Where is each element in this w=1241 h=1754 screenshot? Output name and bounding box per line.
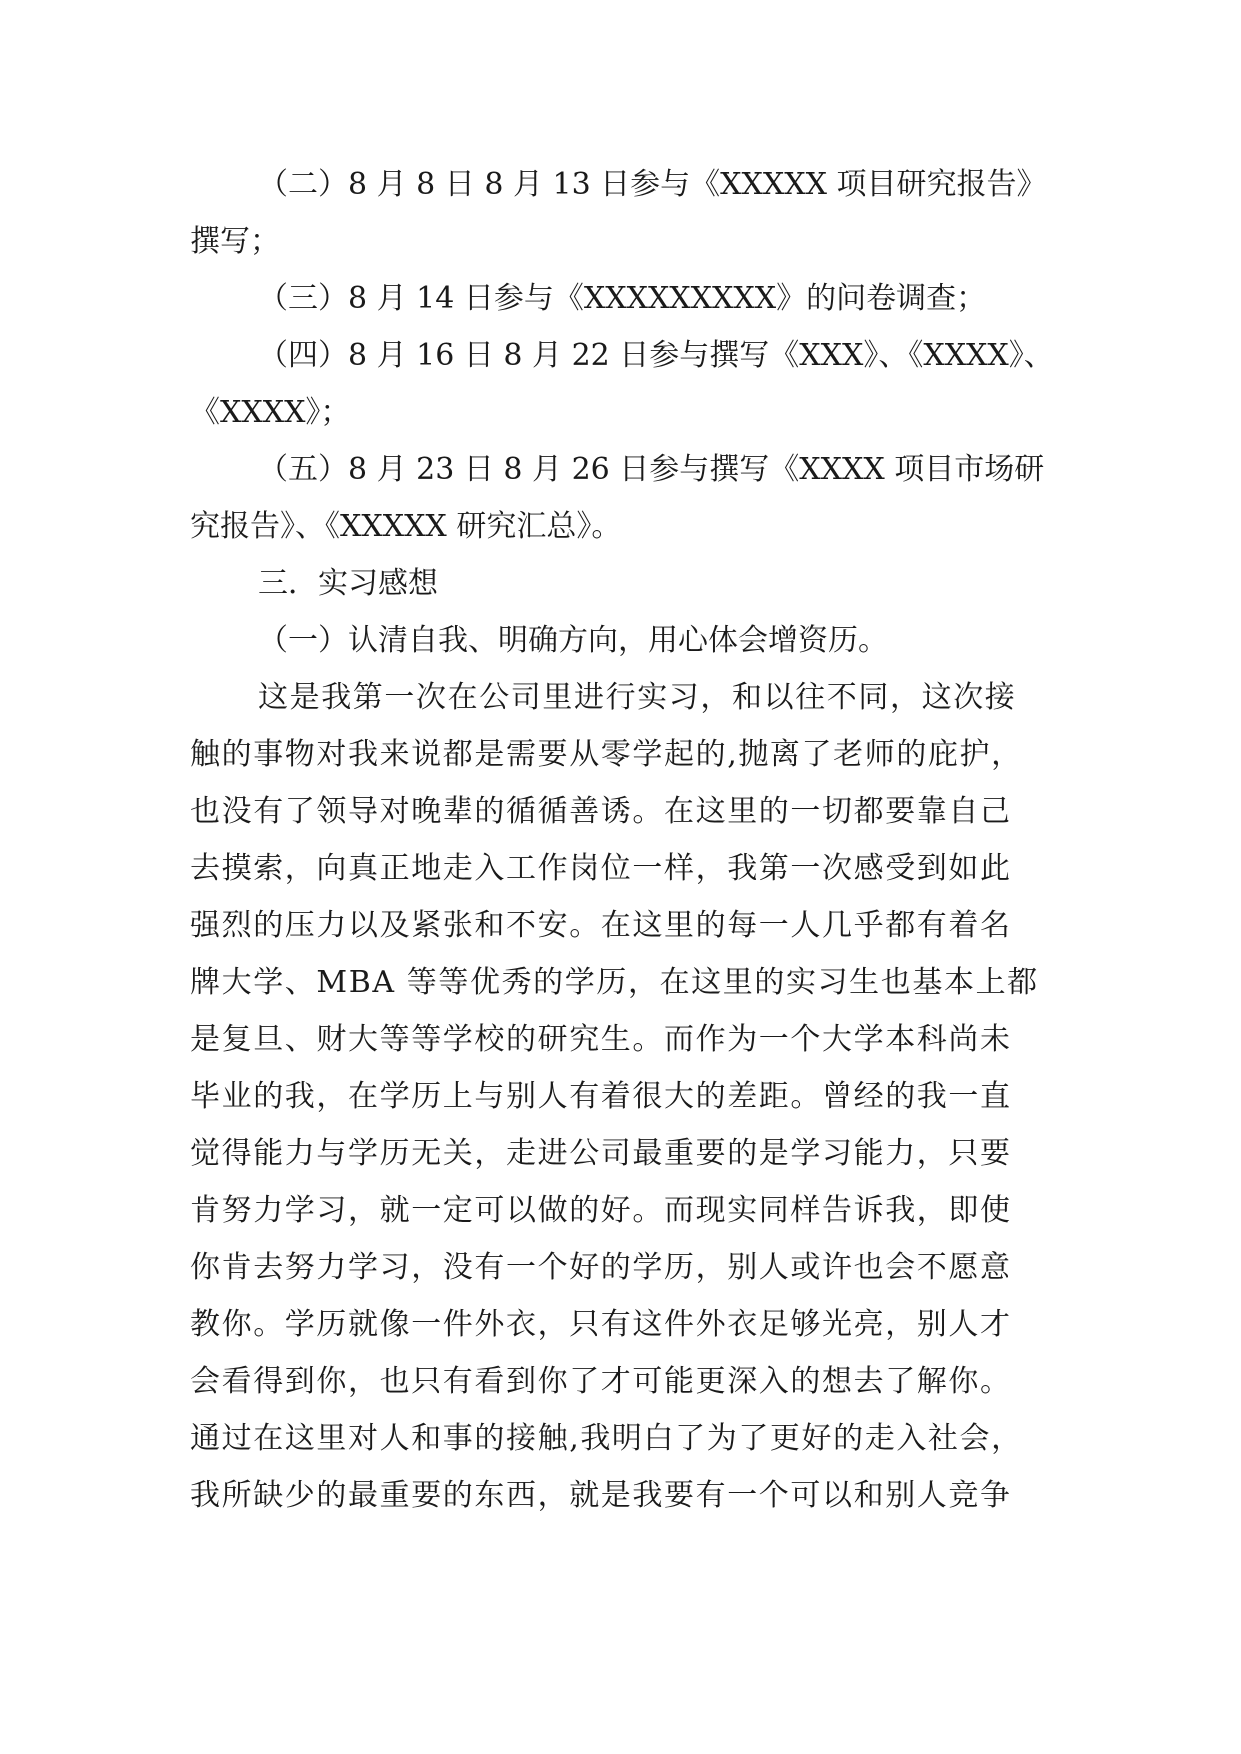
paragraph-line: 这是我第一次在公司里进行实习，和以往不同，这次接	[258, 680, 1017, 715]
paragraph-line: 你肯去努力学习，没有一个好的学历，别人或许也会不愿意	[190, 1250, 1012, 1285]
list-item-2: （二）8 月 8 日 8 月 13 日参与《XXXXX 项目研究报告》	[258, 167, 1047, 202]
paragraph-line: 是复旦、财大等等学校的研究生。而作为一个大学本科尚未	[190, 1022, 1012, 1057]
paragraph-line: 我所缺少的最重要的东西，就是我要有一个可以和别人竞争	[190, 1478, 1012, 1513]
paragraph-line: 强烈的压力以及紧张和不安。在这里的每一人几乎都有着名	[190, 908, 1012, 943]
paragraph-line: 会看得到你，也只有看到你了才可能更深入的想去了解你。	[190, 1364, 1012, 1399]
paragraph-line: 也没有了领导对晚辈的循循善诱。在这里的一切都要靠自己	[190, 794, 1012, 829]
paragraph-line: 触的事物对我来说都是需要从零学起的,抛离了老师的庇护，	[190, 737, 1023, 772]
paragraph-line: 毕业的我，在学历上与别人有着很大的差距。曾经的我一直	[190, 1079, 1012, 1114]
paragraph-line: 觉得能力与学历无关，走进公司最重要的是学习能力，只要	[190, 1136, 1012, 1171]
list-item-3: （三）8 月 14 日参与《XXXXXXXXX》的问卷调查；	[258, 281, 987, 316]
paragraph-line: 通过在这里对人和事的接触,我明白了为了更好的走入社会，	[190, 1421, 1023, 1456]
subsection-heading: （一）认清自我、明确方向，用心体会增资历。	[258, 623, 888, 658]
paragraph-line: 教你。学历就像一件外衣，只有这件外衣足够光亮，别人才	[190, 1307, 1012, 1342]
list-item-2-cont: 撰写；	[190, 224, 280, 259]
paragraph-line: 肯努力学习，就一定可以做的好。而现实同样告诉我，即使	[190, 1193, 1012, 1228]
paragraph-line: 去摸索，向真正地走入工作岗位一样，我第一次感受到如此	[190, 851, 1012, 886]
list-item-4: （四）8 月 16 日 8 月 22 日参与撰写《XXX》、《XXXX》、	[258, 338, 1054, 373]
paragraph-line: 牌大学、MBA 等等优秀的学历，在这里的实习生也基本上都	[190, 965, 1039, 1000]
section-heading: 三．实习感想	[258, 566, 438, 601]
list-item-5: （五）8 月 23 日 8 月 26 日参与撰写《XXXX 项目市场研	[258, 452, 1045, 487]
list-item-4-cont: 《XXXX》；	[190, 395, 351, 430]
list-item-5-cont: 究报告》、《XXXXX 研究汇总》。	[190, 509, 622, 544]
